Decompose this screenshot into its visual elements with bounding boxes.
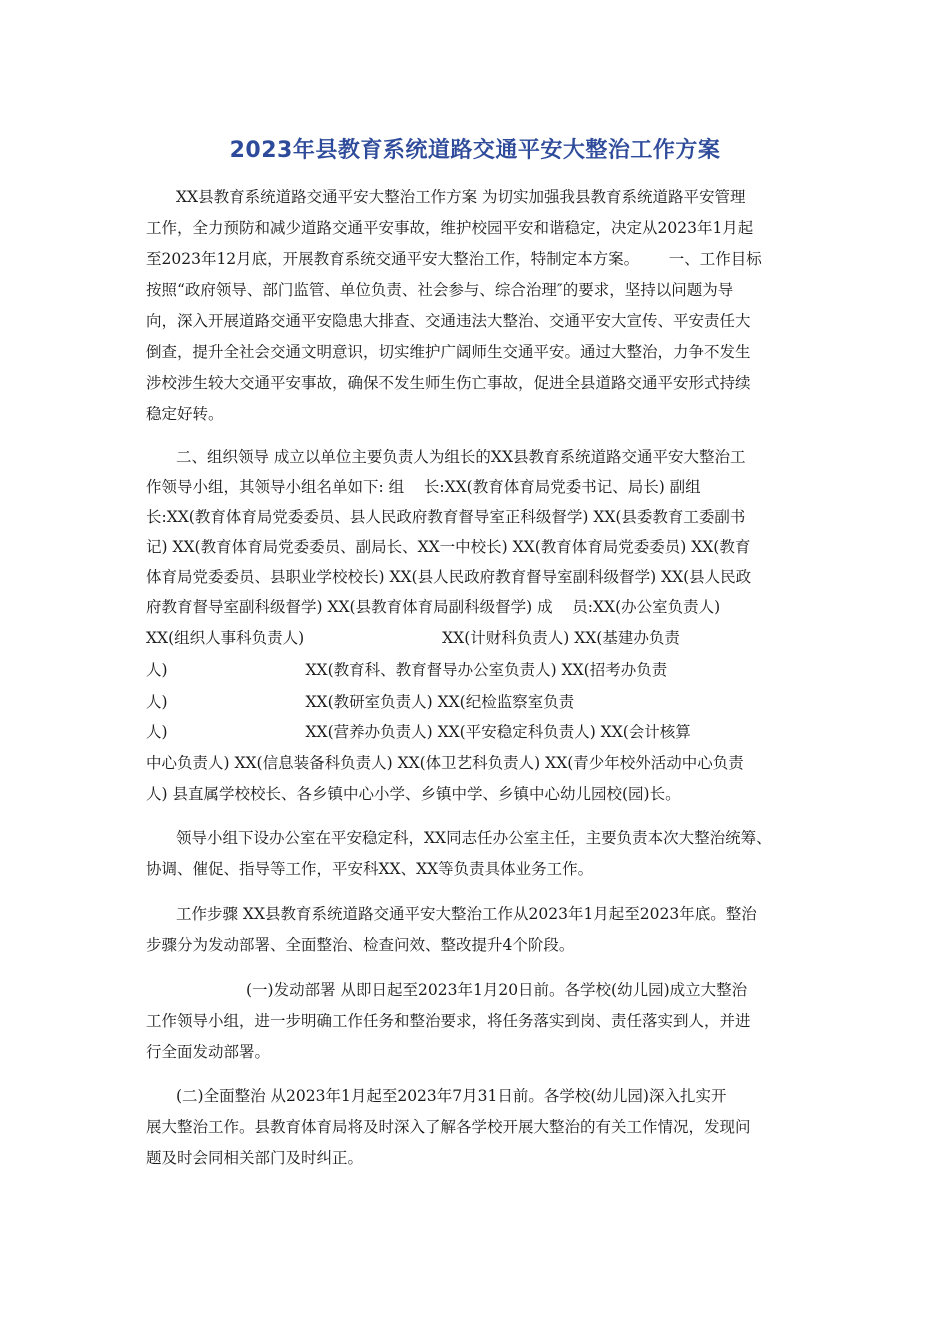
paragraph-2-line-9: 人) XX(教研室负责人) XX(纪检监察室负责 [146, 693, 575, 711]
paragraph-2-line-2: 作领导小组，其领导小组名单如下: 组 长:XX(教育体育局党委书记、局长) 副组 [146, 478, 701, 496]
paragraph-6-line-2: 展大整治工作。县教育体育局将及时深入了解各学校开展大整治的有关工作情况，发现问 [146, 1118, 751, 1136]
paragraph-2-line-10: 人) XX(营养办负责人) XX(平安稳定科负责人) XX(会计核算 [146, 723, 691, 741]
paragraph-1-line-2: 工作，全力预防和减少道路交通平安事故，维护校园平安和谐稳定，决定从2023年1月起 [146, 219, 754, 237]
paragraph-5-line-1: (一)发动部署 从即日起至2023年1月20日前。各学校(幼儿园)成立大整治 [246, 981, 748, 999]
paragraph-2-line-8: 人) XX(教育科、教育督导办公室负责人) XX(招考办负责 [146, 661, 668, 679]
paragraph-3-line-1: 领导小组下设办公室在平安稳定科，XX同志任办公室主任，主要负责本次大整治统筹、 [176, 829, 772, 847]
paragraph-6-line-1: (二)全面整治 从2023年1月起至2023年7月31日前。各学校(幼儿园)深入扎实开 [176, 1087, 727, 1105]
paragraph-5-line-3: 行全面发动部署。 [146, 1043, 271, 1061]
paragraph-2-line-3: 长:XX(教育体育局党委委员、县人民政府教育督导室正科级督学) XX(县委教育工委副书 [146, 508, 746, 526]
document-title: 2023年县教育系统道路交通平安大整治工作方案 [229, 138, 721, 163]
paragraph-2-line-6: 府教育督导室副科级督学) XX(县教育体育局副科级督学) 成 员:XX(办公室负责人) [146, 598, 721, 616]
paragraph-2-line-7: XX(组织人事科负责人) XX(计财科负责人) XX(基建办负责 [146, 629, 680, 647]
paragraph-2-line-12: 人) 县直属学校校长、各乡镇中心小学、乡镇中学、乡镇中心幼儿园校(园)长。 [146, 785, 681, 803]
paragraph-5-line-2: 工作领导小组，进一步明确工作任务和整治要求，将任务落实到岗、责任落实到人，并进 [146, 1012, 751, 1030]
paragraph-1-line-6: 倒查，提升全社会交通文明意识，切实维护广阔师生交通平安。通过大整治，力争不发生 [146, 343, 751, 361]
paragraph-3-line-2: 协调、催促、指导等工作，平安科XX、XX等负责具体业务工作。 [146, 860, 594, 878]
paragraph-2-line-11: 中心负责人) XX(信息装备科负责人) XX(体卫艺科负责人) XX(青少年校外活动中心负责 [146, 754, 744, 772]
paragraph-1-line-1: XX县教育系统道路交通平安大整治工作方案 为切实加强我县教育系统道路平安管理 [176, 188, 746, 206]
paragraph-4-line-2: 步骤分为发动部署、全面整治、检查问效、整改提升4个阶段。 [146, 936, 575, 954]
paragraph-2-line-1: 二、组织领导 成立以单位主要负责人为组长的XX县教育系统道路交通平安大整治工 [176, 448, 746, 466]
paragraph-1-line-5: 向，深入开展道路交通平安隐患大排查、交通违法大整治、交通平安大宣传、平安责任大 [146, 312, 751, 330]
paragraph-1-line-3: 至2023年12月底，开展教育系统交通平安大整治工作，特制定本方案。 一、工作目标 [146, 250, 762, 268]
paragraph-2-line-4: 记) XX(教育体育局党委委员、副局长、XX一中校长) XX(教育体育局党委委员) XX(教育 [146, 538, 751, 556]
paragraph-4-line-1: 工作步骤 XX县教育系统道路交通平安大整治工作从2023年1月起至2023年底。整治 [176, 905, 757, 923]
paragraph-2-line-5: 体育局党委委员、县职业学校校长) XX(县人民政府教育督导室副科级督学) XX(县人民政 [146, 568, 752, 586]
paragraph-1-line-8: 稳定好转。 [146, 405, 224, 423]
paragraph-6-line-3: 题及时会同相关部门及时纠正。 [146, 1149, 364, 1167]
paragraph-1-line-4: 按照“政府领导、部门监管、单位负责、社会参与、综合治理″的要求，坚持以问题为导 [146, 281, 734, 299]
paragraph-1-line-7: 涉校涉生较大交通平安事故，确保不发生师生伤亡事故，促进全县道路交通平安形式持续 [146, 374, 751, 392]
